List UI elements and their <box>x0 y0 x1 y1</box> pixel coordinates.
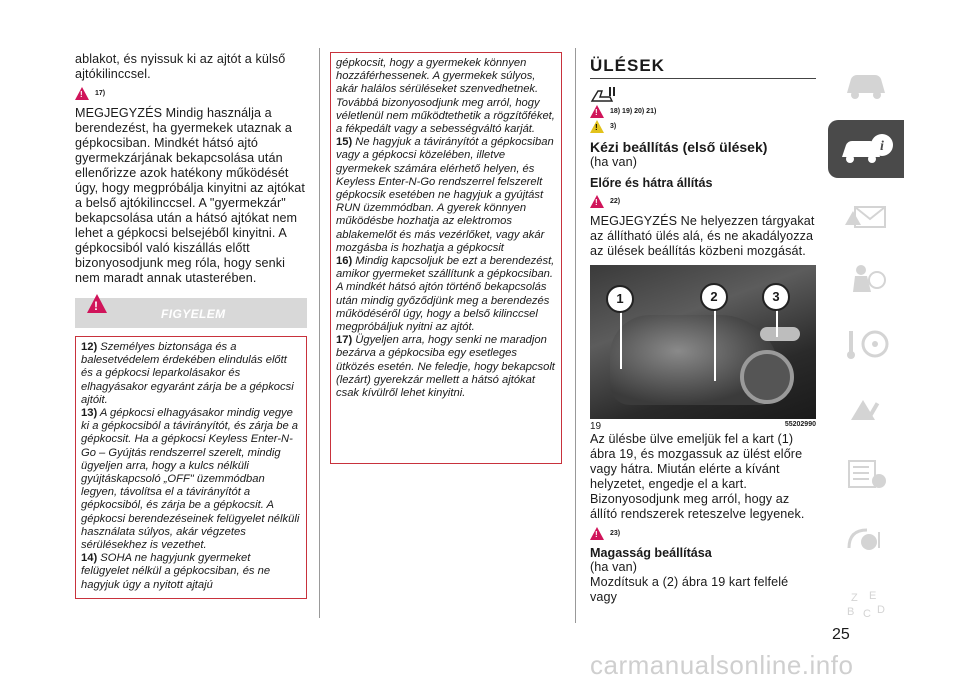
svg-text:B: B <box>847 606 855 618</box>
warning-ref: ! 18) 19) 20) 21) <box>590 105 816 118</box>
availability-note: (ha van) <box>590 155 637 169</box>
warning-title: FIGYELEM <box>161 307 226 321</box>
column-3 <box>590 56 816 605</box>
warning-item: 15) Ne hagyjuk a távirányítót a gépkocsiban vagy a gépkocsi közelében, illetve gyermekek számára elérhető helyen, és Keyless Enter-N-Go rendszerrel felszerelt gépkocsik esetében ne hagyjuk a gyújtást RUN üzemmódban. A gyerek könnyen működésbe hozhatja az elektromos ablakemelőt és más vezérlőket, vagy akár mozgásba is hozhatja a gépkocsit <box>336 136 554 254</box>
warning-triangle-icon: ! <box>87 294 107 313</box>
warning-header <box>75 298 307 328</box>
warning-triangle-icon: ! <box>590 527 604 540</box>
warning-triangle-icon: ! <box>590 195 604 208</box>
warning-ref: ! 17) <box>75 87 307 100</box>
svg-text:D: D <box>877 604 885 616</box>
warning-box-continued <box>330 52 562 464</box>
tab-starting-driving[interactable] <box>828 315 904 373</box>
callout-1: 1 <box>606 285 634 313</box>
page-number: 25 <box>832 626 850 643</box>
warning-triangle-icon: ! <box>75 87 89 100</box>
warning-item: 12) Személyes biztonsága és a balesetvédelem érdekében elindulás előtt és a gépkocsi leparkolásakor és elhagyásakor egyaránt zárja be a gépkocsi ajtóit. <box>81 341 294 406</box>
subsection-title: Kézi beállítás (első ülések) <box>590 139 768 155</box>
emergency-tools-icon <box>841 392 891 426</box>
seat-adjustment-photo <box>590 265 816 419</box>
column-divider <box>575 48 576 623</box>
figure-caption <box>590 421 816 432</box>
svg-text:Z: Z <box>851 592 858 604</box>
recline-wheel-shape <box>740 350 794 404</box>
figure-code: 55202990 <box>784 421 816 428</box>
column-2 <box>330 52 562 464</box>
tab-safety[interactable] <box>828 250 904 308</box>
warning-triangle-icon: ! <box>590 105 604 118</box>
warning-ref: ! 22) <box>590 195 816 208</box>
watermark-text: carmanualsonline.info <box>590 650 854 680</box>
maintenance-list-icon <box>841 457 891 491</box>
seat-icon-row <box>590 85 816 103</box>
warning-item: 17) Ügyeljen arra, hogy senki ne maradjon bezárva a gépkocsiba egy esetleges ütközés esetén. Ne feledje, hogy bekapcsolt (lezárt) gyerekzár mellett a hátsó ajtókat csak kívülről lehet kinyitni. <box>336 334 555 400</box>
tab-emergency[interactable] <box>828 380 904 438</box>
note-paragraph: MEGJEGYZÉS Mindig használja a berendezést, ha gyermekek utaznak a gépkocsiban. Mindkét hátsó ajtó gyermekzárjának bekapcsolása után ellenőrizze azok hatékony működését úgy, hogy megpróbálja kinyitni az ajtókat a belső ajtókilinccsel. A "gyermekzár" bekapcsolása után a hátsó ajtókat nem lehet a gépkocsi belsejéből kinyitni. A gépkocsiból való kiszállás előtt bizonyosodjunk meg róla, hogy senki nem maradt annak utasterében. <box>75 106 305 285</box>
intro-text: ablakot, és nyissuk ki az ajtót a külső ajtókilinccsel. <box>75 52 286 81</box>
warning-item: 13) A gépkocsi elhagyásakor mindig vegye ki a gépkocsiból a távirányítót, és zárja be a gépkocsit. Ha a gépkocsi Keyless Enter-N-Go – Gyújtás rendszerrel szerelt, mindig ügyeljen arra, hogy a kulcs nélküli gyújtáskapcsoló „OFF" üzemmódban legyen, távolítsa el a távirányítót a gépkocsiból, és zárja be a gépkocsit. A gépkocsi berendezéseinek felügyelet nélküli használata súlyos, akár végzetes sérülésekhez is vezethet. <box>81 407 300 552</box>
svg-text:i: i <box>880 139 884 154</box>
alphabet-index-icon <box>841 587 891 621</box>
tab-maintenance[interactable] <box>828 445 904 503</box>
lever-shape <box>760 327 800 341</box>
caution-triangle-icon: ! <box>590 120 604 133</box>
column-divider <box>319 48 320 618</box>
availability-note: (ha van) <box>590 560 637 574</box>
svg-text:E: E <box>869 590 877 602</box>
airbag-person-icon <box>841 262 891 296</box>
tab-dashboard[interactable] <box>828 55 904 113</box>
tab-getting-to-know[interactable] <box>828 120 904 178</box>
tab-multimedia[interactable] <box>828 510 904 568</box>
heading-fore-aft: Előre és hátra állítás <box>590 176 713 190</box>
callout-2: 2 <box>700 283 728 311</box>
note-paragraph: MEGJEGYZÉS Ne helyezzen tárgyakat az állítható ülés alá, és ne akadályozza az ülések beállítás közbeni mozgását. <box>590 214 815 258</box>
multimedia-icon <box>841 522 891 556</box>
car-dashboard-icon <box>841 67 891 101</box>
instruction-paragraph: Az ülésbe ülve emeljük fel a kart (1) ábra 19, és mozgassuk az ülést előre vagy hátra. Miután elérte a kívánt helyzetet, engedje el a kart. Bizonyosodjunk meg arról, hogy az állító rendszerek reteszelve legyenek. <box>590 432 805 521</box>
instruction-paragraph: Mozdítsuk a (2) ábra 19 kart felfelé vagy <box>590 575 789 604</box>
warning-item: 16) Mindig kapcsoljuk be ezt a berendezést, amikor gyermeket szállítunk a gépkocsiban. A mindkét hátsó ajtón történő bekapcsolás után mindig győződjünk meg a berendezés működéséről úgy, hogy a belső kilinccsel megpróbáljuk nyitni az ajtót. <box>336 255 555 334</box>
section-title: ÜLÉSEK <box>590 56 665 75</box>
warning-ref: ! 23) <box>590 527 816 540</box>
tab-warning-lights[interactable] <box>828 185 904 243</box>
heading-height: Magasság beállítása <box>590 546 712 560</box>
warning-box <box>75 336 307 599</box>
figure-number: 19 <box>590 421 602 432</box>
steering-wheel-icon <box>841 327 891 361</box>
column-1 <box>75 52 307 599</box>
warning-continuation: gépkocsit, hogy a gyermekek könnyen hozzáférhessenek. A gyermekek súlyos, akár halálos sérüléseket szenvedhetnek. Továbbá bizonyosodjunk meg arról, hogy véletlenül nem működtethetik a rögzítőféket, a fékpedált vagy a sebességváltó karját. <box>336 57 555 136</box>
callout-3: 3 <box>762 283 790 311</box>
svg-text:C: C <box>863 608 871 620</box>
tab-index[interactable] <box>828 575 904 633</box>
warning-item: 14) SOHA ne hagyjunk gyermeket felügyelet nélkül a gépkocsiban, és ne hagyjuk úgy a nyitott ajtajú <box>81 552 271 591</box>
message-warning-icon <box>841 197 891 231</box>
seat-warning-icon <box>590 85 618 103</box>
car-info-icon <box>838 131 894 167</box>
chapter-tabs <box>828 55 904 640</box>
caution-ref: ! 3) <box>590 120 816 133</box>
